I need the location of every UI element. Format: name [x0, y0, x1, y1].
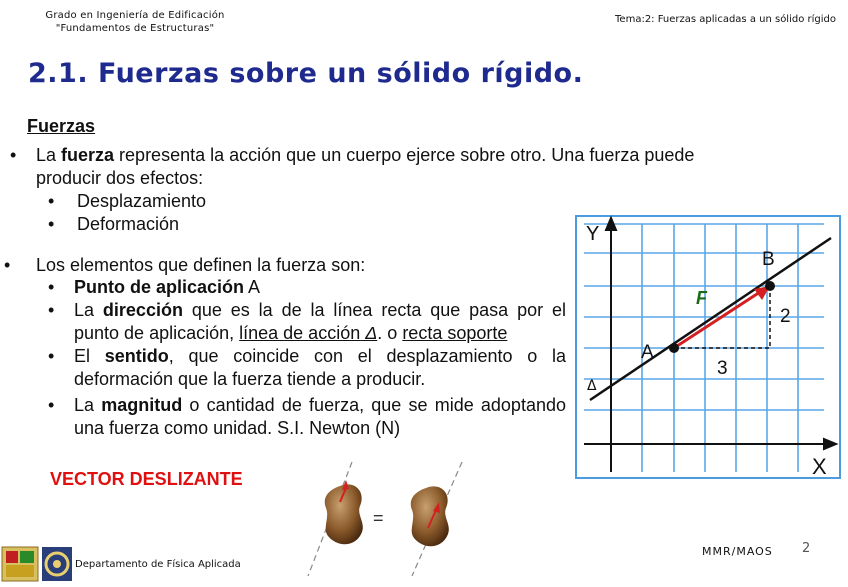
- line-of-action: línea de acción: [239, 323, 361, 343]
- force-label: F: [696, 288, 707, 308]
- elements-intro: Los elementos que definen la fuerza son:: [36, 255, 366, 275]
- sliding-vector-label: VECTOR DESLIZANTE: [50, 469, 243, 489]
- definition-line2: producir dos efectos:: [36, 168, 204, 188]
- bullet-dot: •: [10, 145, 17, 165]
- body-right: [411, 486, 449, 546]
- effect-item: • Desplazamiento: [48, 191, 207, 211]
- x-axis-label: X: [812, 454, 827, 479]
- department-name: Departamento de Física Aplicada: [75, 559, 241, 570]
- page-number: 2: [802, 541, 811, 556]
- topic-header: Tema:2: Fuerzas aplicadas a un sólido rígido: [615, 14, 836, 25]
- sliding-vector-illustration: [300, 458, 470, 580]
- support-line: recta soporte: [402, 323, 508, 343]
- dx-label: 3: [717, 358, 728, 379]
- section-heading: Fuerzas: [27, 116, 96, 136]
- university-logos: [0, 543, 74, 583]
- point-b-dot: [765, 281, 775, 291]
- y-axis-label: Y: [586, 223, 600, 245]
- force-vector-graph: [574, 214, 844, 480]
- graph-frame: [576, 216, 840, 478]
- bullet-dot: •: [4, 255, 11, 275]
- delta-label: Δ: [587, 378, 597, 394]
- definition-line1: La fuerza representa la acción que un cuerpo ejerce sobre otro. Una fuerza puede: [36, 145, 695, 165]
- effect-item: • Deformación: [48, 214, 180, 234]
- point-b-label: B: [762, 249, 775, 270]
- equals-sign: =: [373, 508, 384, 528]
- point-a-label: A: [641, 342, 654, 363]
- course-name: "Fundamentos de Estructuras": [55, 23, 215, 34]
- point-a-dot: [669, 343, 679, 353]
- degree-name: Grado en Ingeniería de Edificación: [45, 10, 225, 21]
- slide-title: 2.1. Fuerzas sobre un sólido rígido.: [28, 58, 584, 89]
- dy-label: 2: [780, 306, 791, 327]
- course-header: [30, 9, 240, 35]
- author-initials: MMR/MAOS: [702, 545, 773, 558]
